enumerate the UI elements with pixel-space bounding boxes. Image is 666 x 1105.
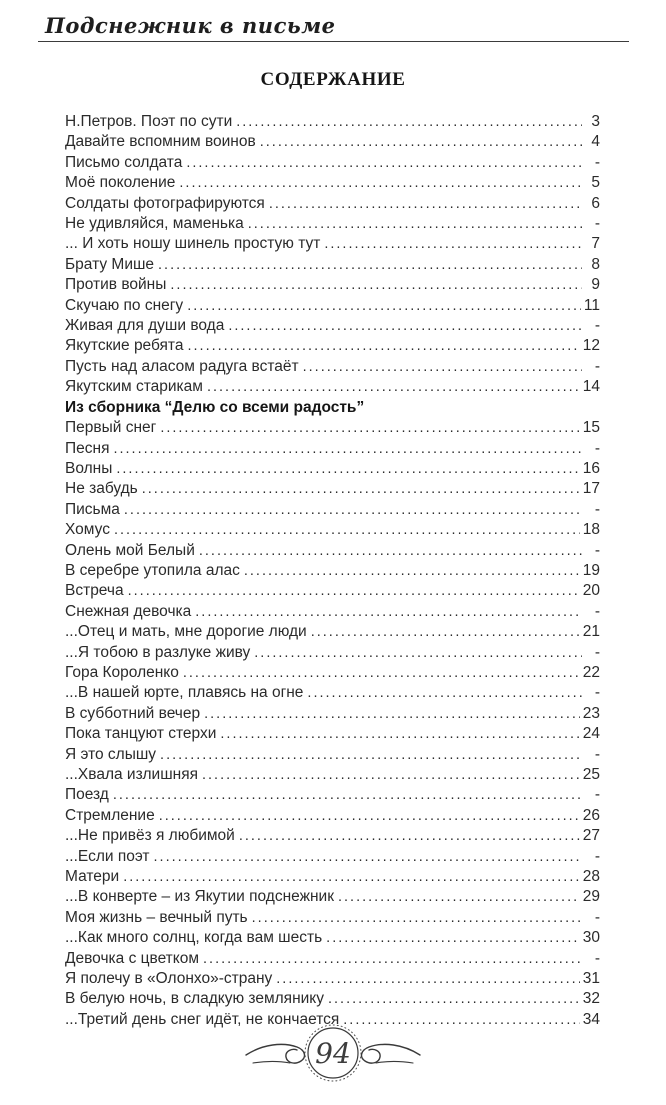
toc-entry-title: ...В нашей юрте, плавясь на огне bbox=[65, 684, 304, 702]
toc-entry bbox=[65, 173, 600, 193]
toc-entry bbox=[65, 806, 600, 826]
toc-entry-title: ...Как много солнц, когда вам шесть bbox=[65, 929, 323, 947]
toc-dot-leader bbox=[199, 541, 582, 561]
toc-entry bbox=[65, 234, 600, 254]
toc-entry-page: - bbox=[594, 602, 600, 620]
toc-dot-leader bbox=[113, 439, 582, 459]
toc-dot-leader bbox=[303, 357, 582, 377]
toc-entry-page: 7 bbox=[591, 235, 600, 253]
toc-list bbox=[65, 112, 600, 1030]
toc-entry bbox=[65, 745, 600, 765]
toc-dot-leader bbox=[252, 908, 582, 928]
toc-dot-leader bbox=[338, 887, 580, 907]
toc-entry-title: Волны bbox=[65, 459, 113, 477]
left-flourish-icon bbox=[246, 1044, 304, 1063]
toc-entry-page: 17 bbox=[582, 480, 600, 498]
toc-entry bbox=[65, 622, 600, 642]
toc-entry bbox=[65, 357, 600, 377]
toc-entry-page: 20 bbox=[582, 582, 600, 600]
toc-entry-title: Гора Короленко bbox=[65, 663, 179, 681]
toc-entry bbox=[65, 969, 600, 989]
toc-entry-page: - bbox=[594, 643, 600, 661]
toc-entry-title: Матери bbox=[65, 868, 120, 886]
page-number: 94 bbox=[315, 1037, 351, 1070]
toc-entry bbox=[65, 479, 600, 499]
toc-entry-title: Я полечу в «Олонхо»-страну bbox=[65, 970, 273, 988]
toc-entry-title: Олень мой Белый bbox=[65, 541, 195, 559]
toc-entry-page: 23 bbox=[582, 704, 600, 722]
toc-entry-title: ...Если поэт bbox=[65, 847, 150, 865]
toc-entry bbox=[65, 418, 600, 438]
toc-entry-page: 11 bbox=[583, 296, 600, 314]
toc-entry-page: - bbox=[594, 786, 600, 804]
toc-dot-leader bbox=[204, 704, 580, 724]
toc-entry-page: 9 bbox=[591, 276, 600, 294]
toc-entry-page: - bbox=[594, 317, 600, 335]
toc-entry bbox=[65, 867, 600, 887]
toc-dot-leader bbox=[236, 112, 582, 132]
toc-dot-leader bbox=[154, 847, 582, 867]
toc-entry-page: 8 bbox=[591, 255, 600, 273]
toc-entry-page: - bbox=[594, 745, 600, 763]
toc-entry-page: - bbox=[594, 908, 600, 926]
toc-entry bbox=[65, 581, 600, 601]
toc-entry bbox=[65, 194, 600, 214]
toc-entry-title: Не забудь bbox=[65, 480, 138, 498]
toc-entry-page: 4 bbox=[591, 133, 600, 151]
toc-entry bbox=[65, 683, 600, 703]
toc-dot-leader bbox=[142, 479, 580, 499]
toc-entry bbox=[65, 132, 600, 152]
toc-entry-title: В серебре утопила алас bbox=[65, 561, 240, 579]
toc-entry-page: 18 bbox=[582, 521, 600, 539]
toc-entry-title: ...Не привёз я любимой bbox=[65, 827, 235, 845]
toc-entry-title: Встреча bbox=[65, 582, 124, 600]
toc-entry-title: Поезд bbox=[65, 786, 109, 804]
toc-entry-page: 31 bbox=[582, 970, 600, 988]
toc-dot-leader bbox=[324, 234, 582, 254]
toc-entry-page: 32 bbox=[582, 990, 600, 1008]
toc-entry-title: ...Отец и мать, мне дорогие люди bbox=[65, 623, 307, 641]
toc-dot-leader bbox=[239, 826, 580, 846]
toc-entry-page: - bbox=[594, 153, 600, 171]
toc-entry bbox=[65, 561, 600, 581]
toc-entry-title: Давайте вспомним воинов bbox=[65, 133, 256, 151]
toc-dot-leader bbox=[186, 153, 582, 173]
toc-entry bbox=[65, 439, 600, 459]
toc-dot-leader bbox=[248, 214, 582, 234]
toc-entry-page: 26 bbox=[582, 806, 600, 824]
toc-dot-leader bbox=[326, 928, 580, 948]
header-rule bbox=[38, 41, 629, 42]
toc-dot-leader bbox=[311, 622, 580, 642]
toc-entry bbox=[65, 989, 600, 1009]
toc-dot-leader bbox=[228, 316, 582, 336]
toc-dot-leader bbox=[183, 663, 580, 683]
toc-entry-page: 22 bbox=[582, 663, 600, 681]
toc-entry bbox=[65, 214, 600, 234]
toc-entry-title: ... И хоть ношу шинель простую тут bbox=[65, 235, 321, 253]
toc-entry-page: 24 bbox=[582, 725, 600, 743]
toc-entry-title: Девочка с цветком bbox=[65, 949, 200, 967]
toc-entry-page: 25 bbox=[582, 766, 600, 783]
toc-entry bbox=[65, 112, 600, 132]
toc-dot-leader bbox=[328, 989, 580, 1009]
toc-entry-title: Моё поколение bbox=[65, 174, 176, 192]
toc-entry bbox=[65, 949, 600, 969]
toc-entry bbox=[65, 377, 600, 397]
toc-entry-page: - bbox=[594, 500, 600, 518]
toc-entry-page: 30 bbox=[582, 929, 600, 947]
toc-entry-title: Живая для души вода bbox=[65, 317, 225, 335]
toc-entry bbox=[65, 153, 600, 173]
toc-dot-leader bbox=[203, 949, 582, 969]
toc-entry-title: В субботний вечер bbox=[65, 704, 201, 722]
toc-entry-page: 12 bbox=[582, 337, 600, 355]
toc-entry-title: Пока танцуют стерхи bbox=[65, 725, 217, 743]
toc-entry bbox=[65, 255, 600, 275]
toc-entry-page: 27 bbox=[582, 827, 600, 845]
toc-dot-leader bbox=[254, 643, 582, 663]
toc-entry-page: - bbox=[594, 847, 600, 865]
toc-entry-page: - bbox=[594, 439, 600, 457]
toc-entry-page: 21 bbox=[582, 623, 600, 641]
toc-entry-title: Скучаю по снегу bbox=[65, 296, 184, 314]
toc-entry-page: 16 bbox=[582, 459, 600, 477]
page-number-medallion bbox=[305, 1025, 361, 1081]
footer-ornament bbox=[243, 1017, 423, 1089]
toc-entry-title: Брату Мише bbox=[65, 255, 155, 273]
toc-dot-leader bbox=[160, 418, 579, 438]
toc-dot-leader bbox=[244, 561, 580, 581]
page-footer bbox=[0, 1017, 666, 1089]
toc-entry-title: ...Хвала излишняя bbox=[65, 766, 198, 783]
toc-dot-leader bbox=[113, 785, 582, 805]
toc-dot-leader bbox=[128, 581, 580, 601]
toc-dot-leader bbox=[269, 194, 582, 214]
toc-entry-page: 3 bbox=[591, 113, 600, 130]
toc-entry-page: 14 bbox=[582, 378, 600, 396]
toc-entry-title: Солдаты фотографируются bbox=[65, 194, 265, 212]
toc-entry bbox=[65, 500, 600, 520]
toc-entry-page: - bbox=[594, 949, 600, 967]
toc-entry-title: Письмо солдата bbox=[65, 153, 183, 171]
toc-entry bbox=[65, 643, 600, 663]
toc-dot-leader bbox=[195, 602, 582, 622]
toc-entry-page: - bbox=[594, 357, 600, 375]
toc-dot-leader bbox=[276, 969, 579, 989]
toc-entry bbox=[65, 724, 600, 744]
toc-entry bbox=[65, 887, 600, 907]
toc-entry bbox=[65, 826, 600, 846]
toc-entry bbox=[65, 602, 600, 622]
toc-entry-page: - bbox=[594, 215, 600, 233]
toc-entry bbox=[65, 316, 600, 336]
right-flourish-icon bbox=[362, 1044, 420, 1063]
toc-entry-page: 6 bbox=[591, 194, 600, 212]
toc-entry-title: Моя жизнь – вечный путь bbox=[65, 908, 248, 926]
toc-entry-page: 15 bbox=[582, 419, 600, 437]
toc-dot-leader bbox=[114, 520, 580, 540]
toc-entry-title: Стремление bbox=[65, 806, 155, 824]
toc-entry-title: Якутские ребята bbox=[65, 337, 184, 355]
toc-entry-page: 28 bbox=[582, 868, 600, 886]
toc-dot-leader bbox=[307, 683, 582, 703]
toc-entry bbox=[65, 765, 600, 785]
toc-dot-leader bbox=[159, 806, 580, 826]
toc-entry-title: В белую ночь, в сладкую землянику bbox=[65, 990, 324, 1008]
toc-entry bbox=[65, 520, 600, 540]
toc-entry-title: ...В конверте – из Якутии подснежник bbox=[65, 888, 334, 906]
toc-entry bbox=[65, 928, 600, 948]
running-title: Подснежник в письме bbox=[45, 13, 336, 38]
page-title: СОДЕРЖАНИЕ bbox=[260, 69, 406, 90]
toc-entry-page: - bbox=[594, 541, 600, 559]
toc-entry-title: Снежная девочка bbox=[65, 602, 192, 620]
toc-entry bbox=[65, 704, 600, 724]
toc-entry bbox=[65, 847, 600, 867]
toc-entry bbox=[65, 459, 600, 479]
toc-dot-leader bbox=[202, 765, 580, 785]
toc-entry-title: Хомус bbox=[65, 521, 110, 539]
toc-entry-page: 5 bbox=[591, 174, 600, 192]
toc-dot-leader bbox=[207, 377, 580, 397]
toc-dot-leader bbox=[179, 173, 582, 193]
toc-entry-title: Первый снег bbox=[65, 419, 157, 437]
toc-entry-page: 34 bbox=[582, 1010, 600, 1028]
toc-dot-leader bbox=[158, 255, 582, 275]
toc-entry-page: 29 bbox=[582, 888, 600, 906]
toc-entry bbox=[65, 785, 600, 805]
toc-dot-leader bbox=[260, 132, 582, 152]
toc-entry-title: Против войны bbox=[65, 276, 167, 294]
toc-dot-leader bbox=[116, 459, 579, 479]
toc-entry-page: - bbox=[594, 684, 600, 702]
toc-entry bbox=[65, 275, 600, 295]
toc-entry bbox=[65, 296, 600, 316]
toc-dot-leader bbox=[170, 275, 582, 295]
toc-entry bbox=[65, 908, 600, 928]
toc-dot-leader bbox=[187, 336, 579, 356]
toc-entry-title: ...Третий день снег идёт, не кончается bbox=[65, 1010, 340, 1028]
toc-entry bbox=[65, 663, 600, 683]
toc-entry-title: Письма bbox=[65, 500, 120, 518]
toc-dot-leader bbox=[124, 500, 582, 520]
toc-dot-leader bbox=[123, 867, 580, 887]
toc-section-header: Из сборника “Делю со всеми радость” bbox=[65, 398, 365, 416]
toc-entry bbox=[65, 336, 600, 356]
toc-dot-leader bbox=[187, 296, 581, 316]
toc-entry bbox=[65, 541, 600, 561]
toc-entry-title: ...Я тобою в разлуке живу bbox=[65, 643, 251, 661]
toc-entry-title: Не удивляйся, маменька bbox=[65, 215, 244, 233]
toc-entry-title: Песня bbox=[65, 439, 110, 457]
toc-entry-title: Н.Петров. Поэт по сути bbox=[65, 113, 233, 130]
toc-dot-leader bbox=[160, 745, 582, 765]
toc-entry-title: Пусть над аласом радуга встаёт bbox=[65, 357, 299, 375]
toc-entry-title: Якутским старикам bbox=[65, 378, 203, 396]
toc-entry-page: 19 bbox=[582, 561, 600, 579]
toc-entry-title: Я это слышу bbox=[65, 745, 157, 763]
toc-dot-leader bbox=[220, 724, 579, 744]
